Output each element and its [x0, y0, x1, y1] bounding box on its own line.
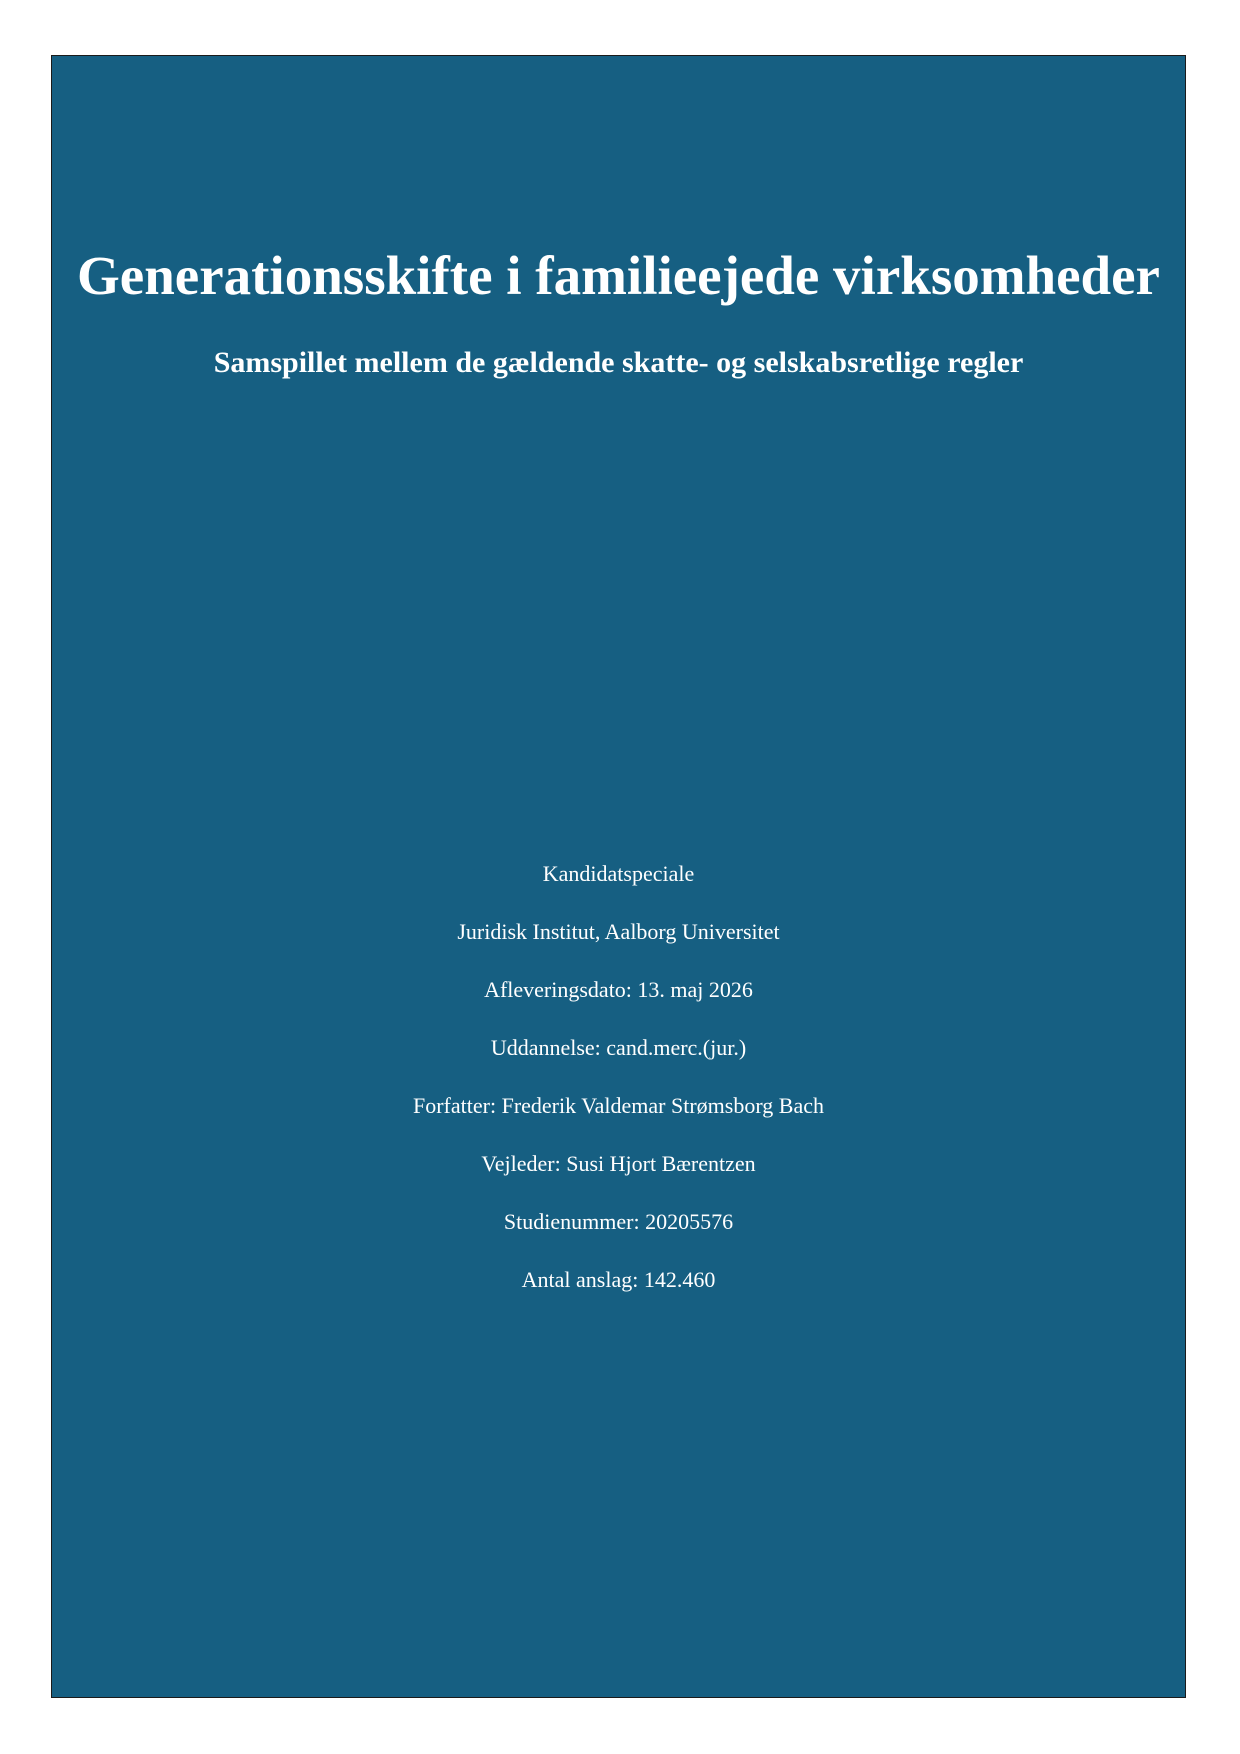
document-subtitle: Samspillet mellem de gældende skatte- og selskabsretlige regler: [213, 346, 1024, 379]
education: Uddannelse: cand.merc.(jur.): [490, 1035, 747, 1060]
thesis-type: Kandidatspeciale: [542, 861, 695, 886]
document-title: Generationsskifte i familieejede virksomheder: [77, 245, 1160, 306]
student-number: Studienummer: 20205576: [503, 1209, 734, 1234]
cover-page: [51, 55, 1186, 1698]
author: Forfatter: Frederik Valdemar Strømsborg Bach: [413, 1093, 824, 1118]
character-count: Antal anslag: 142.460: [521, 1267, 716, 1292]
submission-date: Afleveringsdato: 13. maj 2026: [484, 977, 753, 1002]
institution: Juridisk Institut, Aalborg Universitet: [457, 919, 780, 944]
thesis-details: [52, 861, 1185, 1325]
supervisor: Vejleder: Susi Hjort Bærentzen: [481, 1151, 756, 1176]
